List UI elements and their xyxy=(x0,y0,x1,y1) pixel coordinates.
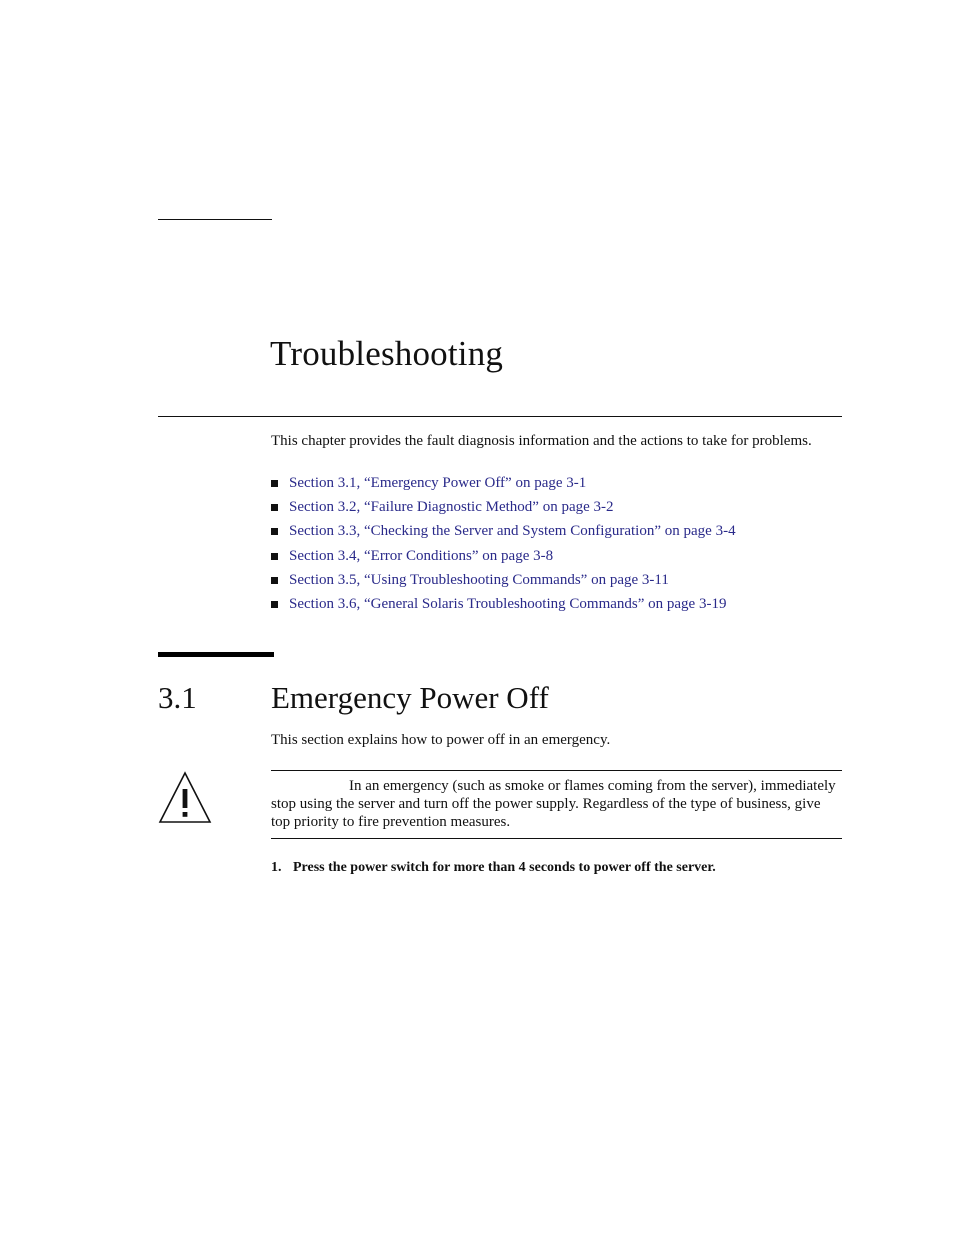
caution-bottom-rule xyxy=(271,838,842,839)
square-bullet-icon xyxy=(271,528,278,535)
section-number: 3.1 xyxy=(158,680,197,715)
chapter-intro: This chapter provides the fault diagnosis information and the actions to take for problems. xyxy=(271,433,812,449)
toc-link-section-3-2[interactable]: Section 3.2, “Failure Diagnostic Method” on page 3-2 xyxy=(289,499,614,516)
toc-item xyxy=(271,571,842,595)
step-number: 1. xyxy=(271,860,282,875)
caution-triangle-icon xyxy=(158,771,212,824)
toc-link-section-3-1[interactable]: Section 3.1, “Emergency Power Off” on page 3-1 xyxy=(289,475,587,491)
toc-link-section-3-6[interactable]: Section 3.6, “General Solaris Troubleshooting Commands” on page 3-19 xyxy=(289,595,727,612)
caution-top-rule xyxy=(271,770,842,771)
section-title: Emergency Power Off xyxy=(271,680,549,715)
toc-item xyxy=(271,474,842,498)
toc-link-section-3-5[interactable]: Section 3.5, “Using Troubleshooting Commands” on page 3-11 xyxy=(289,571,669,588)
chapter-divider xyxy=(158,416,842,417)
square-bullet-icon xyxy=(271,553,278,560)
square-bullet-icon xyxy=(271,480,278,487)
toc-item xyxy=(271,547,842,571)
chapter-top-rule xyxy=(158,219,272,220)
toc-item xyxy=(271,498,842,522)
toc-item xyxy=(271,522,842,546)
square-bullet-icon xyxy=(271,601,278,608)
square-bullet-icon xyxy=(271,577,278,584)
step-text: Press the power switch for more than 4 seconds to power off the server. xyxy=(293,860,716,875)
procedure-step xyxy=(271,859,716,877)
chapter-contents-list xyxy=(271,474,842,619)
square-bullet-icon xyxy=(271,504,278,511)
caution-text xyxy=(271,777,842,831)
section-intro: This section explains how to power off in an emergency. xyxy=(271,732,611,748)
toc-item xyxy=(271,595,842,619)
chapter-title: Troubleshooting xyxy=(270,334,504,373)
toc-link-section-3-3[interactable]: Section 3.3, “Checking the Server and System Configuration” on page 3-4 xyxy=(289,523,736,540)
section-heading-rule xyxy=(158,652,274,657)
caution-body: In an emergency (such as smoke or flames coming from the server), immediately stop using the server and turn off the power supply. Regardless of the type of business, give top priority to fire prevention measures. xyxy=(271,778,836,830)
toc-link-section-3-4[interactable]: Section 3.4, “Error Conditions” on page 3-8 xyxy=(289,547,554,564)
